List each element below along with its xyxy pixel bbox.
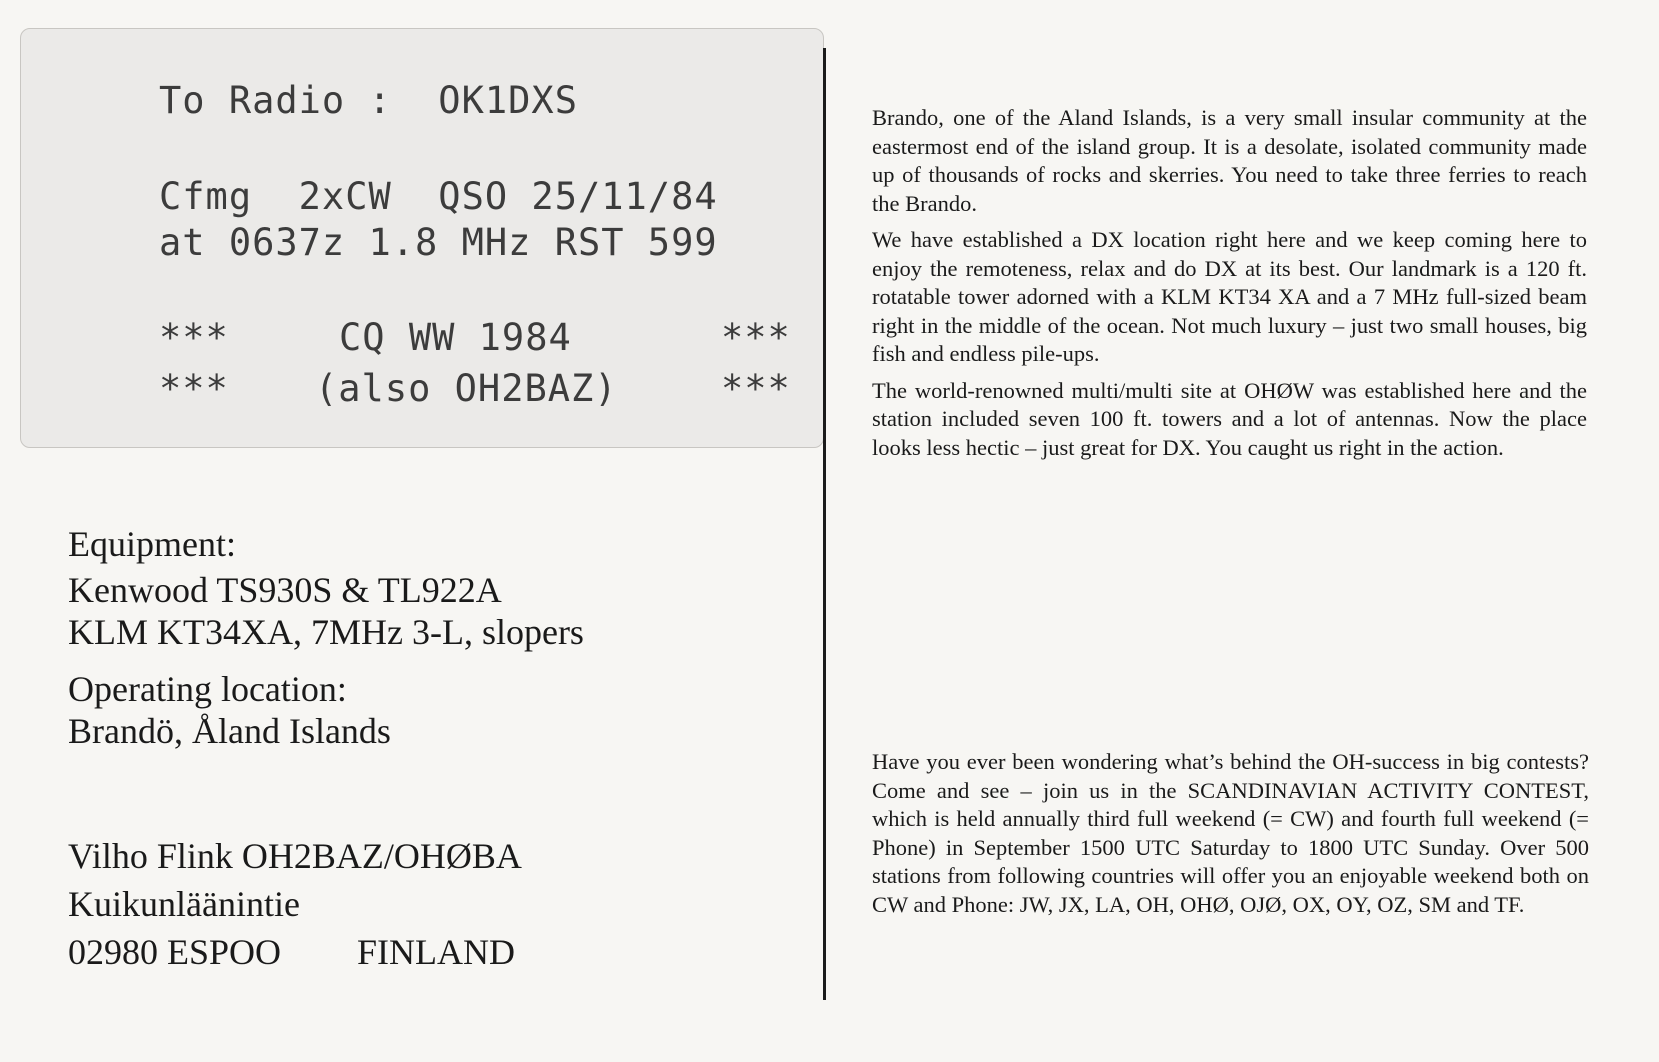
description-paragraph-1: Brando, one of the Aland Islands, is a very small insular community at the eastermost end of the island group. It is a desolate, isolated community made up of thousands of rocks and skerries. You need to take three ferries to reach the Brando. <box>872 105 1587 216</box>
postcode-city: 02980 ESPOO <box>68 932 282 972</box>
street-address: Kuikunläänintie <box>68 884 300 924</box>
location-value: Brandö, Åland Islands <box>68 711 391 751</box>
contest-name: CQ WW 1984 <box>339 316 572 359</box>
operator-name-callsign: Vilho Flink OH2BAZ/OHØBA <box>68 836 522 876</box>
qso-label <box>20 28 824 448</box>
also-callsign: (also OH2BAZ) <box>315 367 618 410</box>
to-radio-line: To Radio : OK1DXS <box>159 79 578 122</box>
country: FINLAND <box>357 932 516 972</box>
contest-stars-left-2: *** <box>159 367 229 410</box>
description-paragraph-2: We have established a DX location right here and we keep coming here to enjoy the remoteness, relax and do DX at its best. Our landmark is a 120 ft. rotatable tower adorned with a KLM KT34 XA and a 7 MHz full-sized beam right in the middle of the ocean. Not much luxury – just two small houses, big fish and endless pile-ups. <box>872 227 1587 366</box>
description-block <box>872 104 1587 470</box>
vertical-divider <box>823 48 826 1000</box>
address-section <box>68 835 522 973</box>
location-heading: Operating location: <box>68 669 347 709</box>
description-paragraph-3: The world-renowned multi/multi site at OHØW was established here and the station included seven 100 ft. towers and a lot of antennas. Now the place looks less hectic – just great for DX. You caught us right in the action. <box>872 377 1587 460</box>
equipment-heading: Equipment: <box>68 524 236 564</box>
contest-stars-left-1: *** <box>159 316 229 359</box>
equipment-section <box>68 523 584 653</box>
qso-confirm-line-2: at 0637z 1.8 MHz RST 599 <box>159 221 718 264</box>
contest-stars-right-1: *** <box>721 316 791 359</box>
contest-stars-right-2: *** <box>721 367 791 410</box>
contest-block <box>872 748 1589 927</box>
equipment-line-1: Kenwood TS930S & TL922A <box>68 570 502 610</box>
contest-paragraph: Have you ever been wondering what’s behind the OH-success in big contests? Come and see – join us in the SCANDINAVIAN ACTIVITY CONTEST, which is held annually third full weekend (= CW) and fourth full weekend (= Phone) in September 1500 UTC Saturday to 1800 UTC Sunday. Over 500 stations from following countries will offer you an enjoyable weekend both on CW and Phone: JW, JX, LA, OH, OHØ, OJØ, OX, OY, OZ, SM and TF. <box>872 749 1589 917</box>
location-section <box>68 668 391 752</box>
qso-confirm-line-1: Cfmg 2xCW QSO 25/11/84 <box>159 175 718 218</box>
equipment-line-2: KLM KT34XA, 7MHz 3-L, slopers <box>68 612 584 652</box>
